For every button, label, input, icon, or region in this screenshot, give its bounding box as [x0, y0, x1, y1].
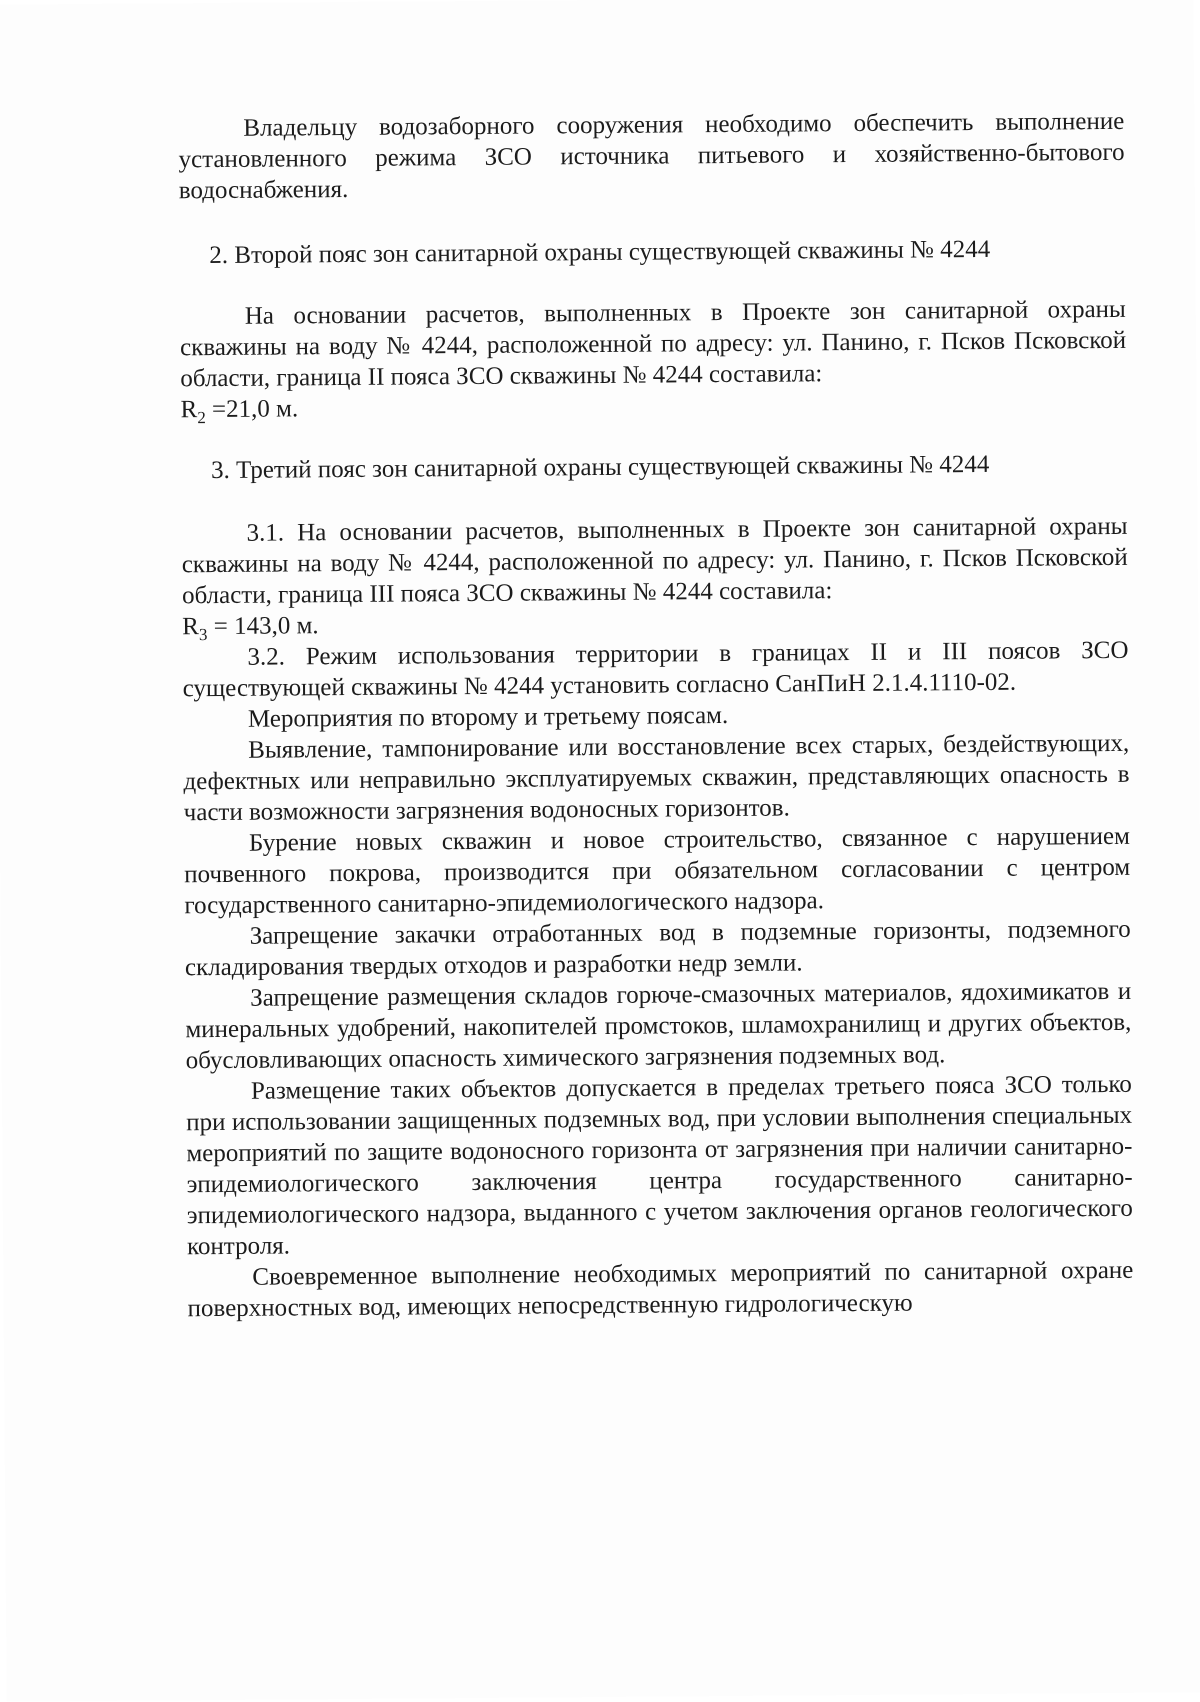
- paragraph-owner-duty: Владельцу водозаборного сооружения необходимо обеспечить выполнение установленного режима ЗСО источника питьевого и хозяйственно-бытового водоснабжения.: [178, 107, 1125, 205]
- radius-subscript: 2: [197, 408, 206, 428]
- paragraph-second-belt-calc: На основании расчетов, выполненных в Проекте зон санитарной охраны скважины на воду № 4244, расположенной по адресу: ул. Панино, г. Псков Псковской области, граница II пояса ЗСО скважины № 4244 составила:: [179, 295, 1127, 393]
- paragraph-drilling: Бурение новых скважин и новое строительство, связанное с нарушением почвенного покрова, производится при обязательном согласовании с центром государственного санитарно-эпидемиологического надзора.: [184, 822, 1131, 920]
- radius-value: =21,0 м.: [205, 395, 299, 424]
- radius-symbol: R: [180, 396, 198, 424]
- heading-third-belt: 3. Третий пояс зон санитарной охраны существующей скважины № 4244: [210, 450, 990, 485]
- paragraph-regime: 3.2. Режим использования территории в границах II и III поясов ЗСО существующей скважины № 4244 установить согласно СанПиН 2.1.4.1110-02.: [182, 636, 1129, 703]
- paragraph-storage-ban: Запрещение размещения складов горюче-смазочных материалов, ядохимикатов и минеральных удобрений, накопителей промстоков, шламохранилищ и других объектов, обусловливающих опасность химического загрязнения подземных вод.: [185, 977, 1132, 1075]
- radius-symbol: R: [182, 613, 200, 641]
- paragraph-surface-water: Своевременное выполнение необходимых мероприятий по санитарной охране поверхностных вод, имеющих непосредственную гидрологическую: [187, 1256, 1134, 1323]
- heading-second-belt: 2. Второй пояс зон санитарной охраны существующей скважины № 4244: [209, 235, 991, 270]
- paragraph-injection-ban: Запрещение закачки отработанных вод в подземные горизонты, подземного складирования твердых отходов и разработки недр земли.: [184, 915, 1131, 982]
- document-body: [178, 106, 1133, 1324]
- radius-value: = 143,0 м.: [207, 612, 319, 641]
- paragraph-placement: Размещение таких объектов допускается в пределах третьего пояса ЗСО только при использовании защищенных подземных вод, при условии выполнения специальных мероприятий по защите водоносного горизонта от загрязнения при наличии санитарно-эпидемиологического заключения центра государственного санитарно-эпидемиологического надзора, выданного с учетом заключения органов геологического контроля.: [186, 1070, 1133, 1261]
- paragraph-measures-title: Мероприятия по второму и третьему поясам.: [247, 701, 729, 733]
- radius-subscript: 3: [198, 625, 208, 645]
- paragraph-identification: Выявление, тампонирование или восстановление всех старых, бездействующих, дефектных или неправильно эксплуатируемых скважин, представляющих опасность в части возможности загрязнения водоносных горизонтов.: [183, 729, 1130, 827]
- paragraph-third-belt-calc: 3.1. На основании расчетов, выполненных в Проекте зон санитарной охраны скважины на воду № 4244, расположенной по адресу: ул. Панино, г. Псков Псковской области, граница III пояса ЗСО скважины № 4244 составила:: [181, 512, 1128, 610]
